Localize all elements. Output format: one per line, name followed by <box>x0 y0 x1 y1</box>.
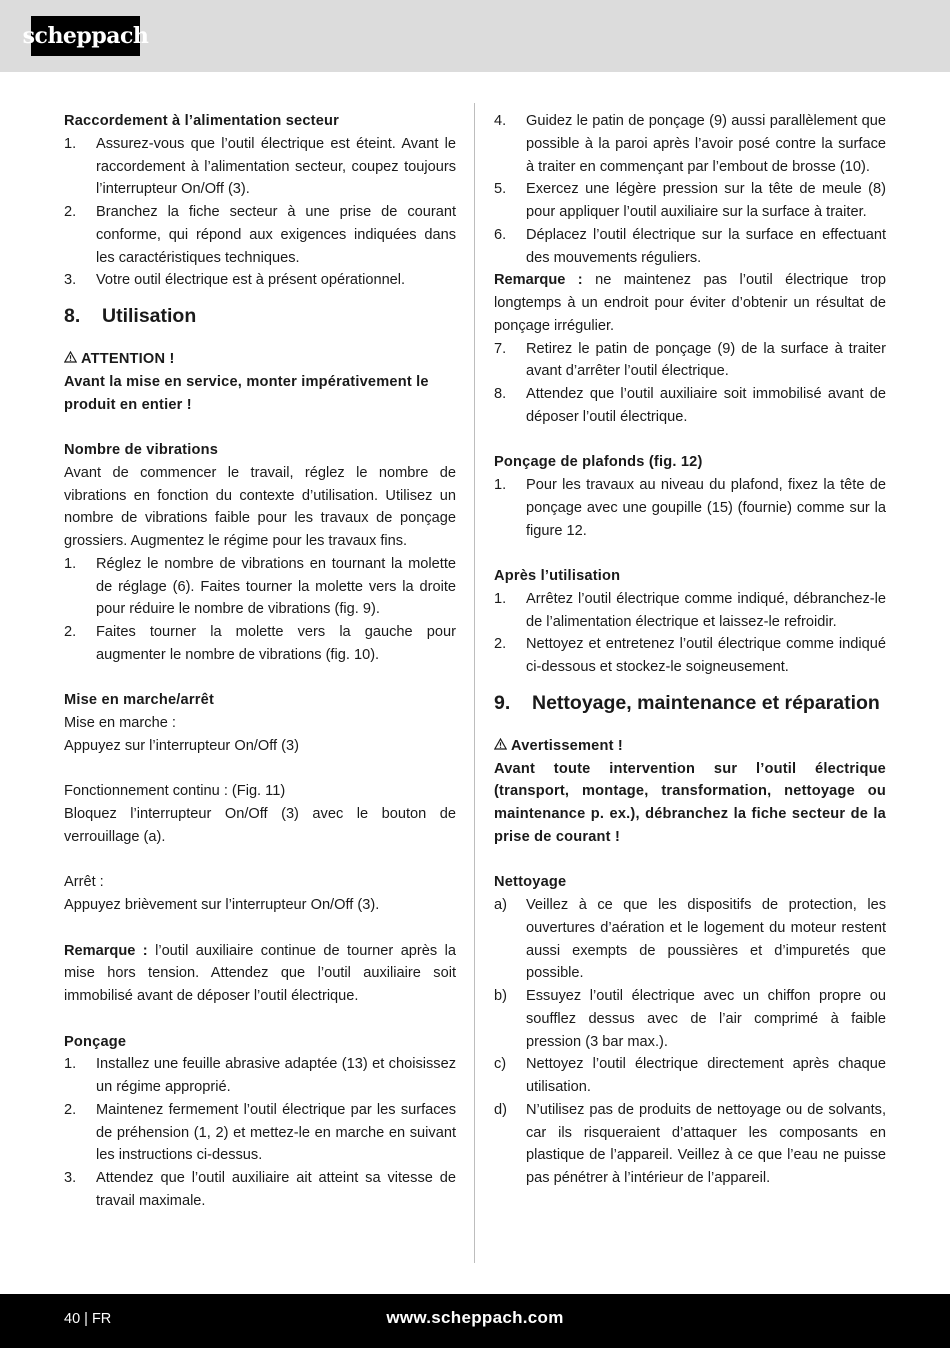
heading-nettoyage: Nettoyage <box>494 874 567 891</box>
attention-label: ATTENTION ! <box>64 348 456 371</box>
marche-note: Remarque : l’outil auxiliaire continue de tourner après la mise hors tension. Attendez que l’outil auxiliaire soit immobilisé avant de déposer l’outil électrique. <box>64 942 456 1004</box>
list-item: d) N’utilisez pas de produits de nettoyage ou de solvants, car ils risqueraient d’attaquer les composants en plastique de l’appareil. Veillez à ce que l’eau ne puisse pas pénétrer à l’intérieur de l’appareil. <box>494 1101 886 1186</box>
website-url: www.scheppach.com <box>386 1308 564 1327</box>
list-item: 1. Réglez le nombre de vibrations en tournant la molette de réglage (6). Faites tourner la molette vers la droite pour réduire le nombre de vibrations (fig. 9). <box>64 555 456 618</box>
attention-text: Avant la mise en service, monter impérativement le produit en entier ! <box>64 373 429 413</box>
marche-cont-text: Bloquez l’interrupteur On/Off (3) avec le bouton de verrouillage (a). <box>64 806 456 845</box>
scheppach-logo: scheppach <box>31 16 140 56</box>
list-item: 6. Déplacez l’outil électrique sur la surface en effectuant des mouvements réguliers. <box>494 226 886 266</box>
list-item: 5. Exercez une légère pression sur la tête de meule (8) pour appliquer l’outil auxiliaire sur la surface à traiter. <box>494 181 886 220</box>
heading-vibrations: Nombre de vibrations <box>64 442 219 458</box>
list-item: 1. Assurez-vous que l’outil électrique est éteint. Avant le raccordement à l’alimentation secteur, coupez toujours l’interrupteur On/Off (3). <box>64 135 456 198</box>
list-item: 7. Retirez le patin de ponçage (9) de la surface à traiter avant d’arrêter l’outil électrique. <box>494 340 886 380</box>
right-column <box>494 110 886 1190</box>
heading-plafonds: Ponçage de plafonds (fig. 12) <box>494 454 703 471</box>
warning-triangle-icon <box>64 348 77 371</box>
list-item: 2. Nettoyez et entretenez l’outil électrique comme indiqué ci-dessous et stockez-le soigneusement. <box>494 636 886 675</box>
avertissement-text: Avant toute intervention sur l’outil électrique (transport, montage, transformation, nettoyage ou maintenance p. ex.), débranchez la fiche secteur de la prise de courant ! <box>494 760 886 845</box>
page-number: 40 | FR <box>64 1311 112 1327</box>
warning-triangle-icon <box>494 735 507 758</box>
marche-on-text: Appuyez sur l’interrupteur On/Off (3) <box>64 737 299 754</box>
page-footer <box>0 1294 950 1348</box>
marche-cont-label: Fonctionnement continu : (Fig. 11) <box>64 783 286 800</box>
list-item: 2. Branchez la fiche secteur à une prise de courant conforme, qui répond aux exigences indiquées dans les caractéristiques techniques. <box>64 204 456 266</box>
poncage-note: Remarque : ne maintenez pas l’outil électrique trop longtemps à un endroit pour éviter d’obtenir un résultat de ponçage irrégulier. <box>494 272 886 334</box>
list-item: 1. Installez une feuille abrasive adaptée (13) et choisissez un régime approprié. <box>64 1056 456 1095</box>
section-heading-nettoyage: 9. Nettoyage, maintenance et réparation <box>494 691 880 714</box>
list-item: 1. Arrêtez l’outil électrique comme indiqué, débranchez-le de l’alimentation électrique et laissez-le refroidir. <box>494 590 886 630</box>
list-item: b) Essuyez l’outil électrique avec un chiffon propre ou soufflez dessus avec de l’air comprimé à faible pression (3 bar max.). <box>494 988 886 1050</box>
list-item: 1. Pour les travaux au niveau du plafond, fixez la tête de ponçage avec une goupille (15) (fournie) comme sur la figure 12. <box>494 477 886 539</box>
heading-apres: Après l’utilisation <box>494 568 621 584</box>
list-item: 3. Attendez que l’outil auxiliaire ait atteint sa vitesse de travail maximale. <box>64 1170 456 1209</box>
list-item: 3. Votre outil électrique est à présent opérationnel. <box>64 272 406 289</box>
list-item: c) Nettoyez l’outil électrique directement après chaque utilisation. <box>494 1056 886 1095</box>
heading-marche: Mise en marche/arrêt <box>64 692 215 709</box>
column-divider <box>474 103 475 1263</box>
list-item: a) Veillez à ce que les dispositifs de protection, les ouvertures d’aération et le logement du moteur restent aussi exempts de poussières et d’impuretés que possible. <box>494 897 886 982</box>
list-item: 4. Guidez le patin de ponçage (9) aussi parallèlement que possible à la paroi après l’avoir posé contre la surface à traiter en commençant par l’embout de brosse (10). <box>494 113 886 175</box>
avertissement-label: Avertissement ! <box>494 735 886 758</box>
heading-poncage: Ponçage <box>64 1033 127 1050</box>
marche-on-label: Mise en marche : <box>64 715 176 731</box>
left-column <box>64 110 456 1213</box>
page-header <box>0 0 950 72</box>
list-item: 8. Attendez que l’outil auxiliaire soit immobilisé avant de déposer l’outil électrique. <box>494 386 886 425</box>
section-heading-utilisation: 8. Utilisation <box>64 305 197 327</box>
vibrations-intro: Avant de commencer le travail, réglez le nombre de vibrations en fonction du contexte d’utilisation. Utilisez un nombre de vibrations faible pour les travaux de ponçage grossiers. Augmentez le régime pour les travaux fins. <box>64 464 456 549</box>
heading-raccordement: Raccordement à l’alimentation secteur <box>64 113 340 129</box>
list-item: 2. Maintenez fermement l’outil électrique par les surfaces de préhension (1, 2) et mettez-le en marche en suivant les instructions ci-dessus. <box>64 1101 456 1164</box>
marche-off-label: Arrêt : <box>64 874 104 891</box>
marche-off-text: Appuyez brièvement sur l’interrupteur On/Off (3). <box>64 897 380 913</box>
list-item: 2. Faites tourner la molette vers la gauche pour augmenter le nombre de vibrations (fig. 10). <box>64 624 456 663</box>
